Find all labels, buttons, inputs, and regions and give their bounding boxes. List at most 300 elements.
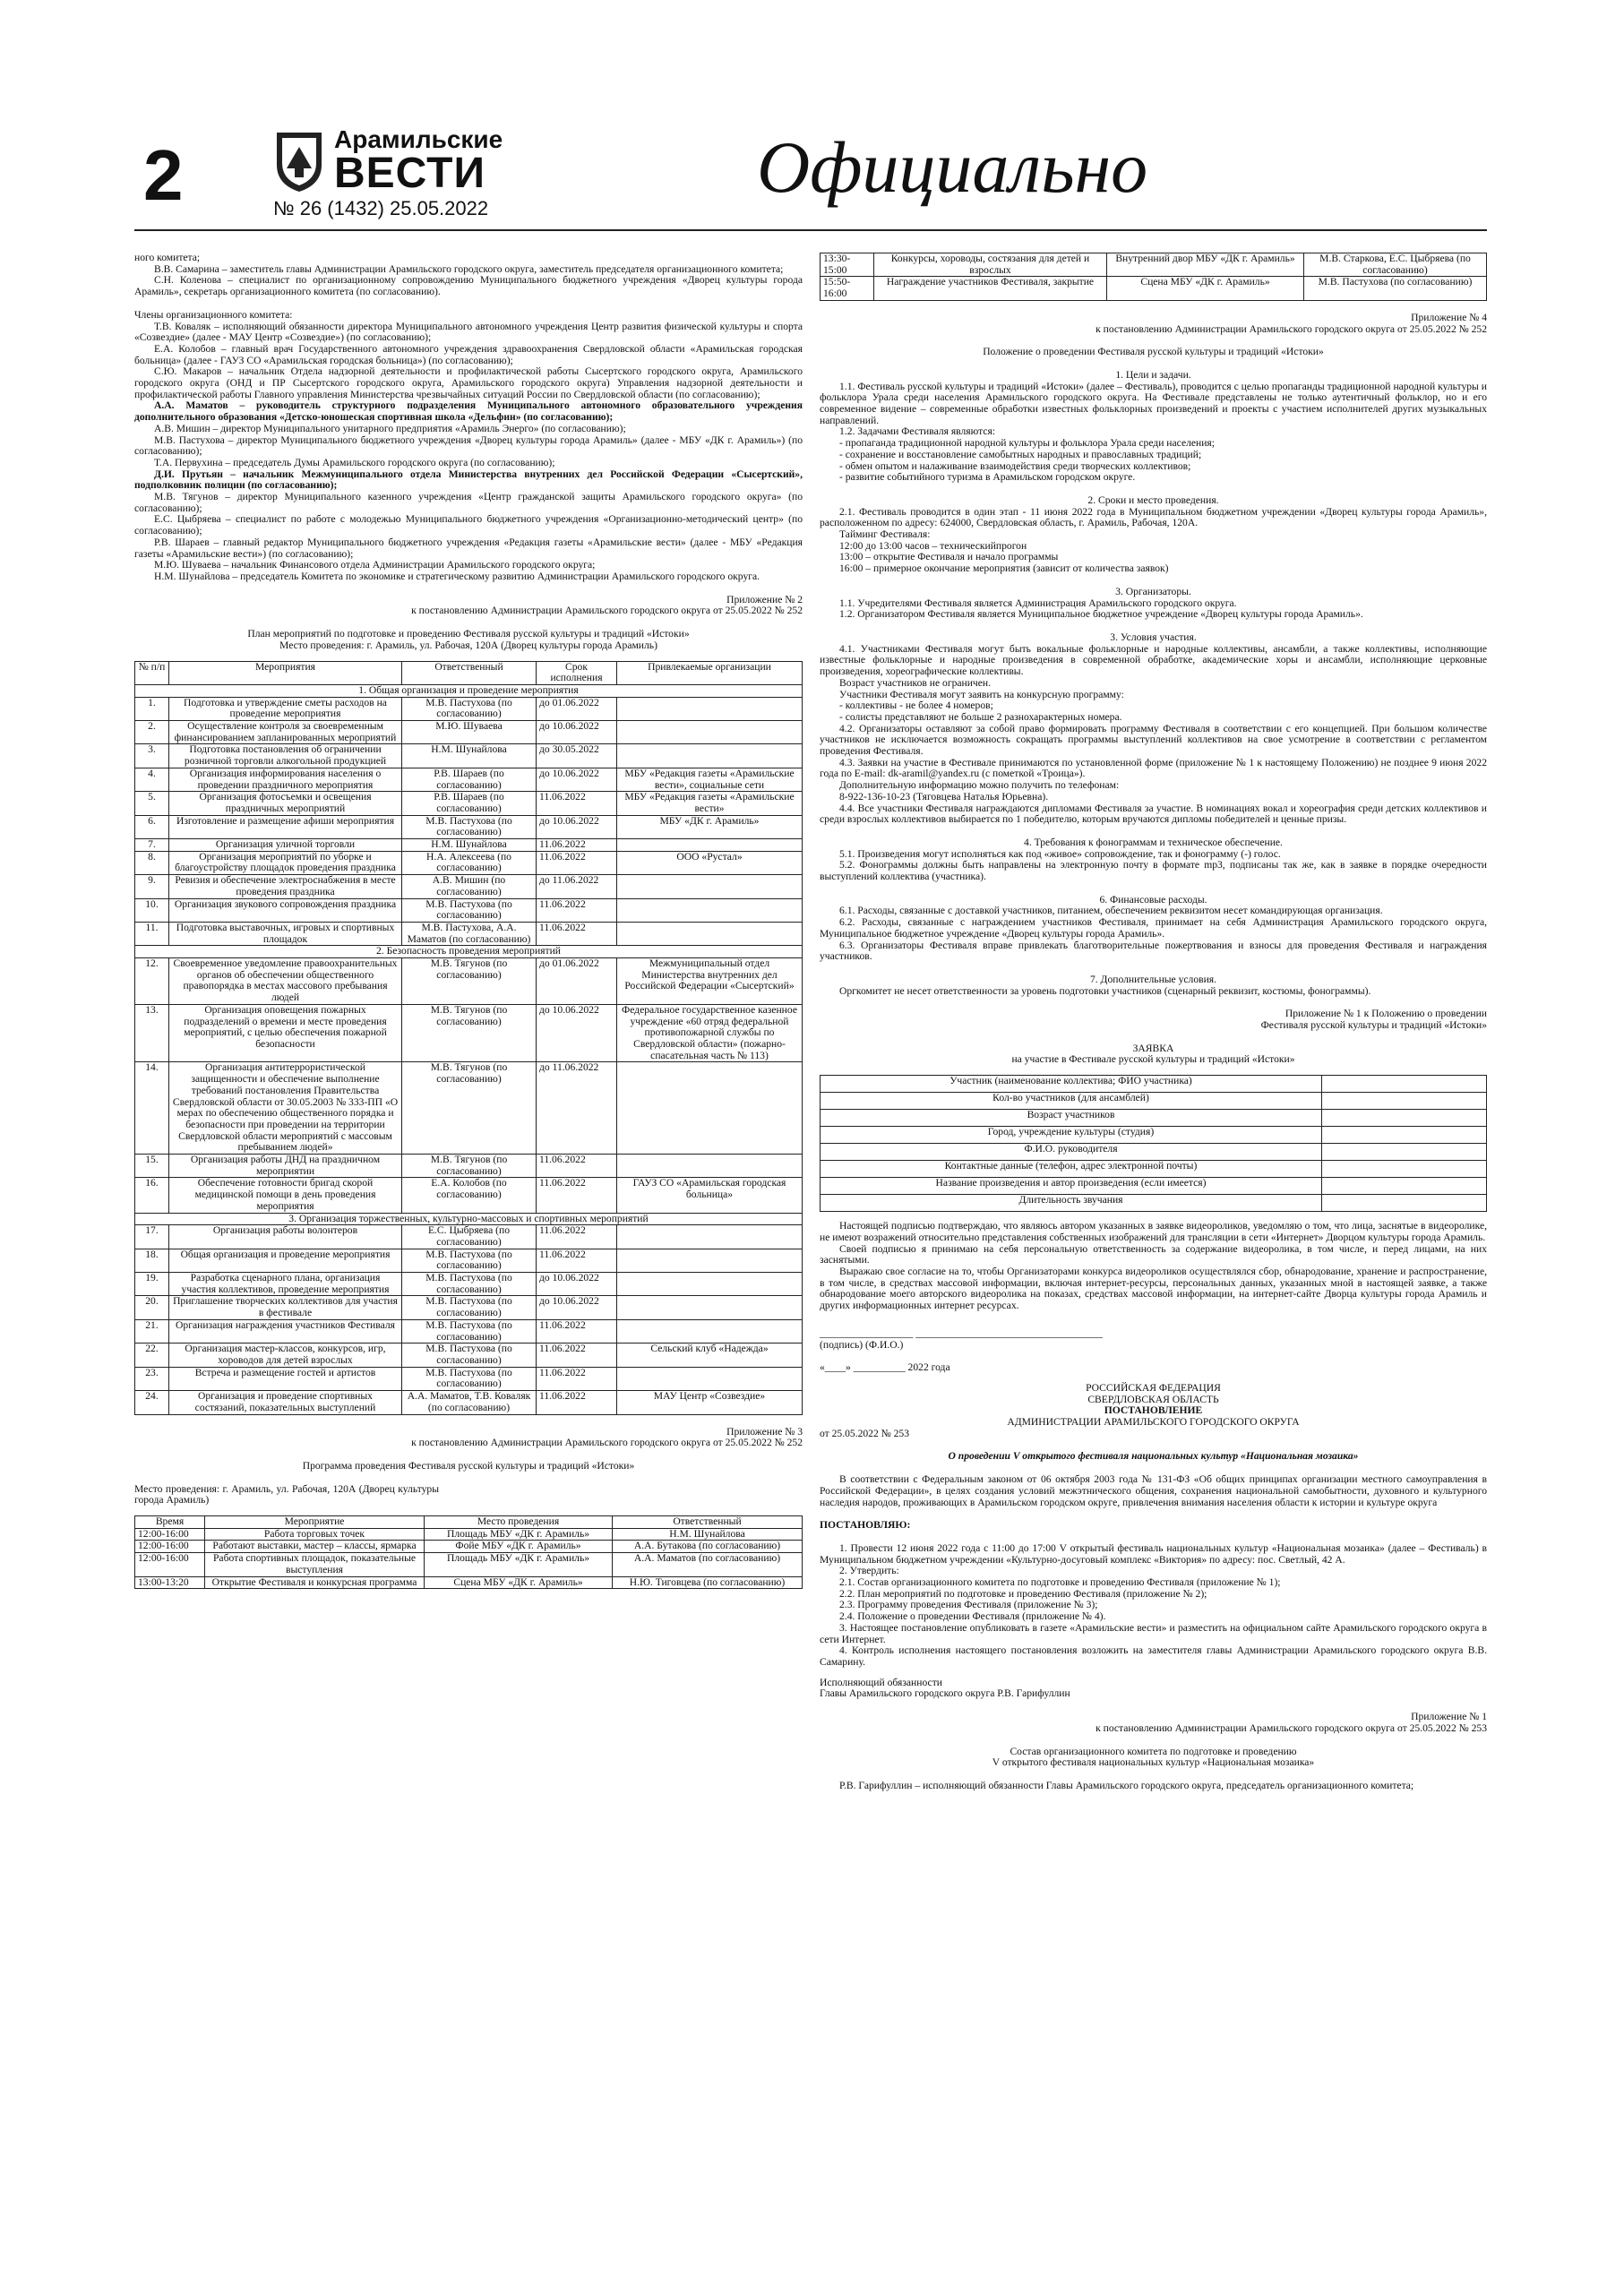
table-row: [135, 697, 803, 720]
consent-paragraph: Выражаю свое согласие на то, чтобы Организаторами конкурса видеороликов осуществлялся сбор, обнародование, хранение и распространение, в том числе, в средствах массовой информации, включая интернет-ресурсы, персональных данных, указанных мной в настоящей заявке, а также обнародование моего авторского видеоролика на показах, средствах массовой информации, на интернет-сайте Дворца культуры города Арамиль и других информационных интернет ресурсах.: [820, 1266, 1487, 1312]
section-title: 3. Организация торжественных, культурно-массовых и спортивных мероприятий: [135, 1213, 803, 1225]
regulation-paragraph: 1.2. Организатором Фестиваля является Муниципальное бюджетное учреждение «Дворец культуры города Арамиль».: [839, 608, 1363, 621]
form-value: [1322, 1161, 1487, 1178]
decree-title: О проведении V открытого фестиваля национальных культур «Национальная мозаика»: [948, 1450, 1359, 1463]
table-cell: М.В. Тягунов (по согласованию): [402, 1004, 537, 1062]
table-cell: 2.: [135, 721, 169, 744]
form-row: [821, 1195, 1487, 1212]
table-cell: Встреча и размещение гостей и артистов: [169, 1367, 402, 1390]
regulation-paragraph: 8-922-136-10-23 (Тяговцева Наталья Юрьевна).: [839, 790, 1049, 803]
table-cell: 12:00-16:00: [135, 1553, 205, 1576]
regulation-paragraph: Возраст участников не ограничен.: [839, 676, 992, 689]
table-cell: 12:00-16:00: [135, 1528, 205, 1541]
issue-number: № 26 (1432) 25.05.2022: [273, 197, 489, 219]
section-title: 1. Общая организация и проведение мероприятия: [135, 684, 803, 697]
column-header: Место проведения: [425, 1516, 613, 1529]
decree-preamble: В соответствии с Федеральным законом от 06 октября 2003 года № 131-ФЗ «Об общих принципах организации местного самоуправления в Российской Федерации», в целях создания условий межэтнического общения, сохранения национальной самобытности, духовного и культурного наследия народов, проживающих в Арамильском городском округе, привлечения внимания населения области к истории и культуре округа: [820, 1473, 1487, 1508]
application-appendix-label: Приложение № 1 к Положению о проведении: [1285, 1008, 1487, 1020]
regulation-paragraph: 4.2. Организаторы оставляют за собой право формировать программу Фестиваля в соответствии с его концепцией. При большом количестве участников не исключается возможность сокращать программы выступлений коллективов на свое усмотрение в соответствии с регламентом проведения Фестиваля.: [820, 722, 1487, 758]
decree-item: 2. Утвердить:: [839, 1565, 899, 1577]
table-cell: М.В. Пастухова (по согласованию): [402, 1367, 537, 1390]
table-cell: 6.: [135, 815, 169, 838]
form-label: Участник (наименование коллектива; ФИО участника): [821, 1076, 1322, 1093]
appendix-2-ref: к постановлению Администрации Арамильского городского округа от 25.05.2022 № 252: [411, 605, 803, 617]
column-header: Ответственный: [613, 1516, 803, 1529]
table-cell: Ревизия и обеспечение электроснабжения в месте проведения праздника: [169, 875, 402, 898]
table-cell: [617, 1225, 803, 1249]
table-cell: ГАУЗ СО «Арамильская городская больница»: [617, 1178, 803, 1213]
table-cell: до 30.05.2022: [537, 744, 617, 768]
program-place: Место проведения: г. Арамиль, ул. Рабочая, 120А (Дворец культуры города Арамиль): [134, 1482, 439, 1507]
paragraph: ного комитета;: [134, 252, 201, 263]
table-cell: до 10.06.2022: [537, 721, 617, 744]
table-cell: М.В. Пастухова (по согласованию): [402, 697, 537, 720]
table-cell: 15:50-16:00: [821, 277, 874, 300]
table-cell: Внутренний двор МБУ «ДК г. Арамиль»: [1107, 253, 1304, 277]
table-cell: Н.М. Шунайлова: [613, 1528, 803, 1541]
decree-item: 4. Контроль исполнения настоящего постановления возложить на заместителя главы Администрации Арамильского городского округа В.В. Самарину.: [820, 1644, 1487, 1668]
table-row: [135, 792, 803, 815]
regulation-title: Положение о проведении Фестиваля русской культуры и традиций «Истоки»: [983, 346, 1324, 358]
table-cell: Организация оповещения пожарных подразделений о времени и месте проведения мероприятий, с целью обеспечения пожарной безопасности: [169, 1004, 402, 1062]
table-row: [135, 922, 803, 945]
header-divider: [134, 229, 1487, 231]
table-cell: до 10.06.2022: [537, 1296, 617, 1319]
table-row: [135, 815, 803, 838]
section-row: [135, 946, 803, 958]
regulation-paragraph: 6.3. Организаторы Фестиваля вправе привлекать благотворительные пожертвования и взносы для проведения Фестиваля и награждения участников.: [820, 939, 1487, 963]
signature-caption: (подпись) (Ф.И.О.): [820, 1338, 904, 1351]
committee-member: С.Ю. Макаров – начальник Отдела надзорной деятельности и профилактической работы Сысертского городского округа, Арамильского городского округа (ОНД и ПР Сысертского городского округа, Арамильского городского округа) Управления надзорной деятельности и профилактической работы Главного управления Министерства чрезвычайных ситуаций России по Свердловской области (по согласованию);: [134, 365, 803, 400]
table-cell: Фойе МБУ «ДК г. Арамиль»: [425, 1541, 613, 1553]
form-row: [821, 1161, 1487, 1178]
regulation-text: [820, 370, 1487, 997]
decree-header-line: РОССИЙСКАЯ ФЕДЕРАЦИЯ: [1086, 1381, 1221, 1394]
decree-header-line: СВЕРДЛОВСКАЯ ОБЛАСТЬ: [1087, 1393, 1219, 1405]
regulation-paragraph: 4.3. Заявки на участие в Фестивале принимаются по установленной форме (приложение № 1 к настоящему Положению) не позднее 9 июня 2022 года по E-mail: dk-aramil@yandex.ru (с пометкой «Троица»).: [820, 756, 1487, 780]
table-row: [135, 1553, 803, 1576]
table-cell: М.В. Пастухова (по согласованию): [402, 1296, 537, 1319]
appendix-2-label: Приложение № 2: [726, 593, 803, 605]
table-cell: 12.: [135, 958, 169, 1005]
table-cell: Межмуниципальный отдел Министерства внутренних дел Российской Федерации «Сысертский»: [617, 958, 803, 1005]
signature-line: __________________ ____________________________________: [820, 1326, 1103, 1339]
table-cell: М.В. Пастухова (по согласованию): [402, 1344, 537, 1367]
coat-of-arms-icon: [273, 129, 325, 193]
application-subtitle: на участие в Фестивале русской культуры и традиций «Истоки»: [1011, 1053, 1295, 1066]
table-cell: Подготовка и утверждение сметы расходов на проведение мероприятия: [169, 697, 402, 720]
table-cell: до 01.06.2022: [537, 958, 617, 1005]
committee-member: Н.М. Шунайлова – председатель Комитета по экономике и стратегическому развитию Администрации Арамильского городского округа.: [154, 570, 760, 582]
table-cell: Награждение участников Фестиваля, закрытие: [874, 277, 1107, 300]
regulation-paragraph: Оргкомитет не несет ответственности за уровень подготовки участников (сценарный реквизит, костюмы, фонограммы).: [839, 984, 1371, 997]
table-cell: МАУ Центр «Созвездие»: [617, 1391, 803, 1414]
form-value: [1322, 1076, 1487, 1093]
plan-place: Место проведения: г. Арамиль, ул. Рабочая, 120А (Дворец культуры города Арамиль): [279, 639, 657, 651]
regulation-paragraph: Тайминг Фестиваля:: [839, 528, 931, 541]
appendix-3-label: Приложение № 3: [726, 1425, 803, 1438]
table-cell: 11.06.2022: [537, 922, 617, 945]
committee-member: М.В. Тягунов – директор Муниципального казенного учреждения «Центр гражданской защиты Арамильского городского округа» (по согласованию);: [134, 491, 803, 514]
regulation-heading: 3. Организаторы.: [1115, 585, 1191, 597]
table-cell: 11.06.2022: [537, 1225, 617, 1249]
table-row: [135, 1319, 803, 1343]
table-cell: Организация звукового сопровождения праздника: [169, 898, 402, 922]
table-cell: Общая организация и проведение мероприятия: [169, 1249, 402, 1272]
appendix-1-ref: к постановлению Администрации Арамильского городского округа от 25.05.2022 № 253: [1096, 1721, 1487, 1734]
table-cell: [617, 1062, 803, 1155]
table-row: [135, 1541, 803, 1553]
table-cell: М.В. Тягунов (по согласованию): [402, 1062, 537, 1155]
table-cell: 10.: [135, 898, 169, 922]
regulation-heading: 1. Цели и задачи.: [1115, 368, 1191, 381]
column-header: Время: [135, 1516, 205, 1529]
table-cell: Разработка сценарного плана, организация участия коллективов, проведение мероприятия: [169, 1273, 402, 1296]
appendix-4-ref: к постановлению Администрации Арамильского городского округа от 25.05.2022 № 252: [1096, 322, 1487, 335]
table-cell: [617, 1319, 803, 1343]
form-label: Длительность звучания: [821, 1195, 1322, 1212]
decree-item: 3. Настоящее постановление опубликовать в газете «Арамильские вести» и разместить на официальном сайте Арамильского городского округа в сети Интернет.: [820, 1621, 1487, 1645]
table-cell: М.В. Пастухова (по согласованию): [402, 1249, 537, 1272]
regulation-heading: 3. Условия участия.: [1110, 631, 1197, 643]
table-cell: Федеральное государственное казенное учреждение «60 отряд федеральной противопожарной службы по Свердловской области» (пожарно-спасательная часть № 113): [617, 1004, 803, 1062]
program-title: Программа проведения Фестиваля русской культуры и традиций «Истоки»: [302, 1459, 635, 1472]
table-cell: Организация мастер-классов, конкурсов, игр, хороводов для детей взрослых: [169, 1344, 402, 1367]
table-cell: Организация награждения участников Фестиваля: [169, 1319, 402, 1343]
table-cell: [617, 1296, 803, 1319]
table-cell: 4.: [135, 768, 169, 791]
decree-item: 2.2. План мероприятий по подготовке и проведению Фестиваля (приложение № 2);: [839, 1587, 1207, 1600]
table-cell: 13:30-15:00: [821, 253, 874, 277]
form-label: Возраст участников: [821, 1110, 1322, 1127]
table-cell: Осуществление контроля за своевременным финансированием запланированных мероприятий: [169, 721, 402, 744]
table-row: [821, 277, 1487, 300]
decree-resolve: ПОСТАНОВЛЯЮ:: [820, 1519, 911, 1532]
column-header: № п/п: [135, 661, 169, 684]
paragraph: С.Н. Коленова – специалист по организационному сопровождению Муниципального бюджетного учреждения «Дворец культуры города Арамиль», секретарь организационного комитета (по согласованию).: [134, 274, 803, 298]
table-cell: Н.М. Шунайлова: [402, 839, 537, 852]
table-cell: 18.: [135, 1249, 169, 1272]
newspaper-logo: [273, 125, 503, 219]
table-header-row: [135, 661, 803, 684]
page-number: 2: [143, 135, 184, 215]
regulation-paragraph: 1.2. Задачами Фестиваля являются:: [839, 425, 996, 438]
regulation-paragraph: - пропаганда традиционной народной культуры и фольклора Урала среди населения;: [839, 437, 1215, 450]
table-cell: [617, 898, 803, 922]
table-cell: Организация работы волонтеров: [169, 1225, 402, 1249]
table-cell: Сцена МБУ «ДК г. Арамиль»: [1107, 277, 1304, 300]
right-column: [820, 253, 1487, 1792]
committee-title-2: V открытого фестиваля национальных культур «Национальная мозаика»: [992, 1756, 1315, 1769]
table-cell: Изготовление и размещение афиши мероприятия: [169, 815, 402, 838]
committee-member: А.В. Мишин – директор Муниципального унитарного предприятия «Арамиль Энерго» (по согласованию);: [154, 422, 626, 434]
column-header: Ответственный: [402, 661, 537, 684]
table-cell: 11.06.2022: [537, 1178, 617, 1213]
table-cell: 19.: [135, 1273, 169, 1296]
regulation-paragraph: 12:00 до 13:00 часов – техническийпрогон: [839, 539, 1027, 552]
form-row: [821, 1178, 1487, 1195]
regulation-paragraph: 6.2. Расходы, связанные с награждением участников Фестиваля, принимает на себя Администрация Арамильского городского округа, Муниципальное бюджетное учреждение «Дворец культуры города Арамиль».: [820, 916, 1487, 940]
form-value: [1322, 1093, 1487, 1110]
form-row: [821, 1127, 1487, 1144]
application-appendix-ref: Фестиваля русской культуры и традиций «Истоки»: [1260, 1019, 1487, 1032]
decree-item: 2.3. Программу проведения Фестиваля (приложение № 3);: [839, 1599, 1098, 1611]
form-label: Ф.И.О. руководителя: [821, 1144, 1322, 1161]
brand-line-1: Арамильские: [334, 125, 503, 153]
column-header: Привлекаемые организации: [617, 661, 803, 684]
table-cell: Организация работы ДНД на праздничном мероприятии: [169, 1155, 402, 1178]
table-cell: Работают выставки, мастер – классы, ярмарка: [205, 1541, 425, 1553]
table-cell: до 11.06.2022: [537, 1062, 617, 1155]
table-cell: Конкурсы, хороводы, состязания для детей и взрослых: [874, 253, 1107, 277]
table-cell: 11.06.2022: [537, 1391, 617, 1414]
regulation-paragraph: 1.1. Учредителями Фестиваля является Администрация Арамильского городского округа.: [839, 597, 1237, 609]
regulation-heading: 4. Требования к фонограммам и техническое обеспечение.: [1024, 836, 1283, 848]
column-header: Мероприятие: [205, 1516, 425, 1529]
table-cell: 15.: [135, 1155, 169, 1178]
table-cell: М.В. Пастухова (по согласованию): [402, 1273, 537, 1296]
table-row: [135, 1528, 803, 1541]
table-cell: [617, 922, 803, 945]
committee-first-member: Р.В. Гарифуллин – исполняющий обязанности Главы Арамильского городского округа, председатель организационного комитета;: [839, 1779, 1414, 1791]
committee-intro: [134, 253, 803, 298]
table-cell: Н.М. Шунайлова: [402, 744, 537, 768]
decree-header: [820, 1383, 1487, 1429]
table-cell: 11.06.2022: [537, 851, 617, 874]
table-cell: 3.: [135, 744, 169, 768]
table-cell: 24.: [135, 1391, 169, 1414]
decree-item: 1. Провести 12 июня 2022 года с 11:00 до 17:00 V открытый фестиваль национальных культур «Национальная мозаика» (далее – Фестиваль) в Муниципальном бюджетном учреждении «Культурно-досуговый комплекс «Виктория» по адресу: пос. Светлый, 42 А.: [820, 1541, 1487, 1566]
table-cell: МБУ «Редакция газеты «Арамильские вести», социальные сети: [617, 768, 803, 791]
form-value: [1322, 1110, 1487, 1127]
table-cell: М.В. Тягунов (по согласованию): [402, 958, 537, 1005]
table-cell: М.В. Пастухова, А.А. Маматов (по согласованию): [402, 922, 537, 945]
table-cell: А.А. Маматов, Т.В. Коваляк (по согласованию): [402, 1391, 537, 1414]
table-cell: 11.06.2022: [537, 792, 617, 815]
committee-member: Е.С. Цыбряева – специалист по работе с молодежью Муниципального бюджетного учреждения «Организационно-методический центр» (по согласованию);: [134, 513, 803, 537]
committee-members: [134, 322, 803, 583]
regulation-paragraph: - развитие событийного туризма в Арамильском городском округе.: [839, 471, 1136, 484]
table-cell: до 10.06.2022: [537, 1004, 617, 1062]
table-cell: 23.: [135, 1367, 169, 1390]
table-cell: 7.: [135, 839, 169, 852]
table-cell: [617, 721, 803, 744]
form-label: Название произведения и автор произведения (если имеется): [821, 1178, 1322, 1195]
form-row: [821, 1110, 1487, 1127]
table-cell: 11.06.2022: [537, 1367, 617, 1390]
plan-table: [134, 661, 803, 1415]
table-cell: 13:00-13:20: [135, 1576, 205, 1589]
regulation-paragraph: 16:00 – примерное окончание мероприятия (зависит от количества заявок): [839, 562, 1169, 575]
table-row: [135, 1155, 803, 1178]
table-cell: [617, 875, 803, 898]
table-cell: до 10.06.2022: [537, 815, 617, 838]
table-cell: М.В. Пастухова (по согласованию): [402, 898, 537, 922]
form-row: [821, 1093, 1487, 1110]
table-cell: 11.06.2022: [537, 839, 617, 852]
table-cell: до 01.06.2022: [537, 697, 617, 720]
decree-items: [820, 1543, 1487, 1669]
regulation-paragraph: 5.2. Фонограммы должны быть направлены на электронную почту в формате mp3, подписаны так же, как в заявке в порядке очередности выступлений коллектива (участника).: [820, 859, 1487, 883]
members-title: Члены организационного комитета:: [134, 308, 293, 321]
table-cell: 5.: [135, 792, 169, 815]
section-title: Официально: [757, 126, 1148, 208]
table-cell: Площадь МБУ «ДК г. Арамиль»: [425, 1528, 613, 1541]
table-cell: МБУ «ДК г. Арамиль»: [617, 815, 803, 838]
signer-line-2: Главы Арамильского городского округа Р.В. Гарифуллин: [820, 1687, 1070, 1700]
table-cell: Н.Ю. Тиговцева (по согласованию): [613, 1576, 803, 1589]
table-row: [135, 1367, 803, 1390]
regulation-heading: 6. Финансовые расходы.: [1099, 893, 1207, 906]
table-cell: 11.06.2022: [537, 1344, 617, 1367]
plan-title: План мероприятий по подготовке и проведению Фестиваля русской культуры и традиций «Истоки»: [247, 628, 690, 640]
consent-paragraph: Настоящей подписью подтверждаю, что являюсь автором указанных в заявке видеороликов, уведомляю о том, что лица, заснятые в видеоролике, не имеют возражений относительно представления собственных изображений для трансляции в сети «Интернет» Дворцом культуры города Арамиль.: [820, 1220, 1487, 1243]
table-cell: Работа торговых точек: [205, 1528, 425, 1541]
form-label: Кол-во участников (для ансамблей): [821, 1093, 1322, 1110]
table-cell: 11.06.2022: [537, 1249, 617, 1272]
consent-paragraph: Своей подписью я принимаю на себя персональную ответственность за содержание видеоролика, в том числе, и перед лицами, на них заснятыми.: [820, 1242, 1487, 1266]
regulation-paragraph: - коллективы - не более 4 номеров;: [839, 700, 993, 712]
table-row: [135, 1391, 803, 1414]
table-cell: Организация и проведение спортивных состязаний, показательных выступлений: [169, 1391, 402, 1414]
regulation-heading: 7. Дополнительные условия.: [1089, 973, 1217, 985]
table-cell: [617, 839, 803, 852]
appendix-4-label: Приложение № 4: [1411, 311, 1487, 323]
table-cell: Своевременное уведомление правоохранительных органов об обеспечении общественного правопорядка в местах массового пребывания людей: [169, 958, 402, 1005]
committee-member: М.В. Пастухова – директор Муниципального бюджетного учреждения «Дворец культуры города Арамиль» (далее - МБУ «ДК г. Арамиль») (по согласованию);: [134, 434, 803, 458]
committee-title-1: Состав организационного комитета по подготовке и проведению: [1010, 1745, 1297, 1757]
table-cell: М.Ю. Шуваева: [402, 721, 537, 744]
regulation-paragraph: Дополнительную информацию можно получить по телефонам:: [839, 779, 1120, 792]
table-row: [135, 1249, 803, 1272]
table-cell: 12:00-16:00: [135, 1541, 205, 1553]
table-cell: Приглашение творческих коллективов для участия в фестивале: [169, 1296, 402, 1319]
regulation-paragraph: 1.1. Фестиваль русской культуры и традиций «Истоки» (далее – Фестиваль), проводится с целью пропаганды традиционной народной культуры и фольклора Урала среди населения Арамильского городского округа. На Фестивале представлены не только аутентичный фольклор, но и его современное видение – современные обработки известных фольклорных произведений и проекты с участием исполнителей других музыкальных направлений.: [820, 380, 1487, 426]
table-cell: 22.: [135, 1344, 169, 1367]
table-cell: Н.А. Алексеева (по согласованию): [402, 851, 537, 874]
application-form: [820, 1075, 1487, 1212]
committee-member: Т.А. Первухина – председатель Думы Арамильского городского округа (по согласованию);: [154, 456, 555, 468]
form-row: [821, 1076, 1487, 1093]
regulation-paragraph: 4.1. Участниками Фестиваля могут быть вокальные фольклорные и народные коллективы, ансамбли, а также коллективы, исполняющие известные фольклорные и народные произведения в современной обработке, академические хоры и ансамбли, исполняющие церковные произведения, хореографические коллективы.: [820, 642, 1487, 678]
table-cell: Организация информирования населения о проведении праздничного мероприятия: [169, 768, 402, 791]
table-cell: Обеспечение готовности бригад скорой медицинской помощи в день проведения мероприятия: [169, 1178, 402, 1213]
table-row: [135, 768, 803, 791]
table-row: [135, 721, 803, 744]
table-row: [135, 1273, 803, 1296]
table-cell: 16.: [135, 1178, 169, 1213]
table-row: [135, 1225, 803, 1249]
regulation-paragraph: 4.4. Все участники Фестиваля награждаются дипломами Фестиваля за участие. В номинациях вокал и хореография среди детских коллективов и среди взрослых коллективов выбирается по 1 победителю, которым вручаются дипломы победителей и ценные призы.: [820, 802, 1487, 826]
table-cell: Организация мероприятий по уборке и благоустройству площадок проведения праздника: [169, 851, 402, 874]
appendix-3-ref: к постановлению Администрации Арамильского городского округа от 25.05.2022 № 252: [411, 1437, 803, 1449]
table-cell: ООО «Рустал»: [617, 851, 803, 874]
table-row: [135, 744, 803, 768]
committee-member: Е.А. Колобов – главный врач Государственного автономного учреждения здравоохранения Свердловской области «Арамильская городская больница» (далее - ГАУЗ СО «Арамильская городская больница») (по согласованию);: [134, 342, 803, 366]
section-row: [135, 684, 803, 697]
form-row: [821, 1144, 1487, 1161]
table-row: [135, 1178, 803, 1213]
program-table: [134, 1515, 803, 1589]
table-cell: 11.06.2022: [537, 898, 617, 922]
table-cell: 21.: [135, 1319, 169, 1343]
table-cell: Организация уличной торговли: [169, 839, 402, 852]
form-value: [1322, 1127, 1487, 1144]
table-row: [135, 839, 803, 852]
table-cell: [617, 697, 803, 720]
table-cell: А.А. Бутакова (по согласованию): [613, 1541, 803, 1553]
table-cell: 1.: [135, 697, 169, 720]
committee-member: Д.И. Прутьян – начальник Межмуниципального отдела Министерства внутренних дел Российской Федерации «Сысертский», подполковник полиции (по согласованию);: [134, 468, 803, 492]
form-label: Город, учреждение культуры (студия): [821, 1127, 1322, 1144]
table-cell: Сцена МБУ «ДК г. Арамиль»: [425, 1576, 613, 1589]
regulation-paragraph: - сохранение и восстановление самобытных народных и православных традиций;: [839, 448, 1202, 460]
table-cell: [617, 1273, 803, 1296]
decree-header-line: ПОСТАНОВЛЕНИЕ: [1104, 1404, 1203, 1417]
regulation-paragraph: - солисты представляют не больше 2 разнохарактерных номера.: [839, 710, 1122, 723]
table-cell: [617, 1249, 803, 1272]
table-cell: 13.: [135, 1004, 169, 1062]
table-row: [821, 253, 1487, 277]
table-row: [135, 1296, 803, 1319]
column-header: Мероприятия: [169, 661, 402, 684]
table-cell: до 11.06.2022: [537, 875, 617, 898]
program-table-continued: [820, 253, 1487, 301]
left-column: [134, 253, 803, 1589]
column-header: Срок исполнения: [537, 661, 617, 684]
table-row: [135, 898, 803, 922]
table-cell: 11.06.2022: [537, 1155, 617, 1178]
decree-header-line: АДМИНИСТРАЦИИ АРАМИЛЬСКОГО ГОРОДСКОГО ОКРУГА: [1007, 1416, 1300, 1429]
signer-line-1: Исполняющий обязанности: [820, 1676, 942, 1688]
table-cell: Площадь МБУ «ДК г. Арамиль»: [425, 1553, 613, 1576]
table-cell: до 10.06.2022: [537, 768, 617, 791]
table-cell: М.В. Старкова, Е.С. Цыбряева (по согласованию): [1304, 253, 1487, 277]
table-cell: А.А. Маматов (по согласованию): [613, 1553, 803, 1576]
table-cell: [617, 1155, 803, 1178]
form-value: [1322, 1144, 1487, 1161]
paragraph: В.В. Самарина – заместитель главы Администрации Арамильского городского округа, заместитель председателя организационного комитета;: [154, 262, 784, 275]
table-cell: Р.В. Шараев (по согласованию): [402, 768, 537, 791]
appendix-1-label: Приложение № 1: [1411, 1711, 1487, 1723]
table-row: [135, 851, 803, 874]
committee-member: А.А. Маматов – руководитель структурного подразделения Муниципального автономного образовательного учреждения дополнительного образования «Детско-юношеская спортивная школа «Дельфин» (по согласованию);: [134, 399, 803, 424]
table-cell: [617, 1367, 803, 1390]
table-cell: Р.В. Шараев (по согласованию): [402, 792, 537, 815]
table-cell: 14.: [135, 1062, 169, 1155]
decree-item: 2.1. Состав организационного комитета по подготовке и проведению Фестиваля (приложение № 1);: [839, 1576, 1281, 1589]
table-row: [135, 1004, 803, 1062]
application-title: ЗАЯВКА: [1132, 1042, 1174, 1054]
regulation-paragraph: - обмен опытом и налаживание взаимодействия среди творческих коллективов;: [839, 459, 1191, 472]
regulation-paragraph: Участники Фестиваля могут заявить на конкурсную программу:: [839, 688, 1124, 700]
table-header-row: [135, 1516, 803, 1529]
form-value: [1322, 1178, 1487, 1195]
table-row: [135, 1576, 803, 1589]
table-row: [135, 875, 803, 898]
table-cell: [617, 744, 803, 768]
section-row: [135, 1213, 803, 1225]
date-line: «____» __________ 2022 года: [820, 1361, 950, 1374]
consent-text: [820, 1221, 1487, 1312]
table-cell: 8.: [135, 851, 169, 874]
brand-line-2: ВЕСТИ: [334, 150, 485, 197]
table-row: [135, 958, 803, 1005]
table-cell: М.В. Пастухова (по согласованию): [402, 1319, 537, 1343]
table-row: [135, 1344, 803, 1367]
table-cell: А.В. Мишин (по согласованию): [402, 875, 537, 898]
table-cell: Работа спортивных площадок, показательные выступления: [205, 1553, 425, 1576]
